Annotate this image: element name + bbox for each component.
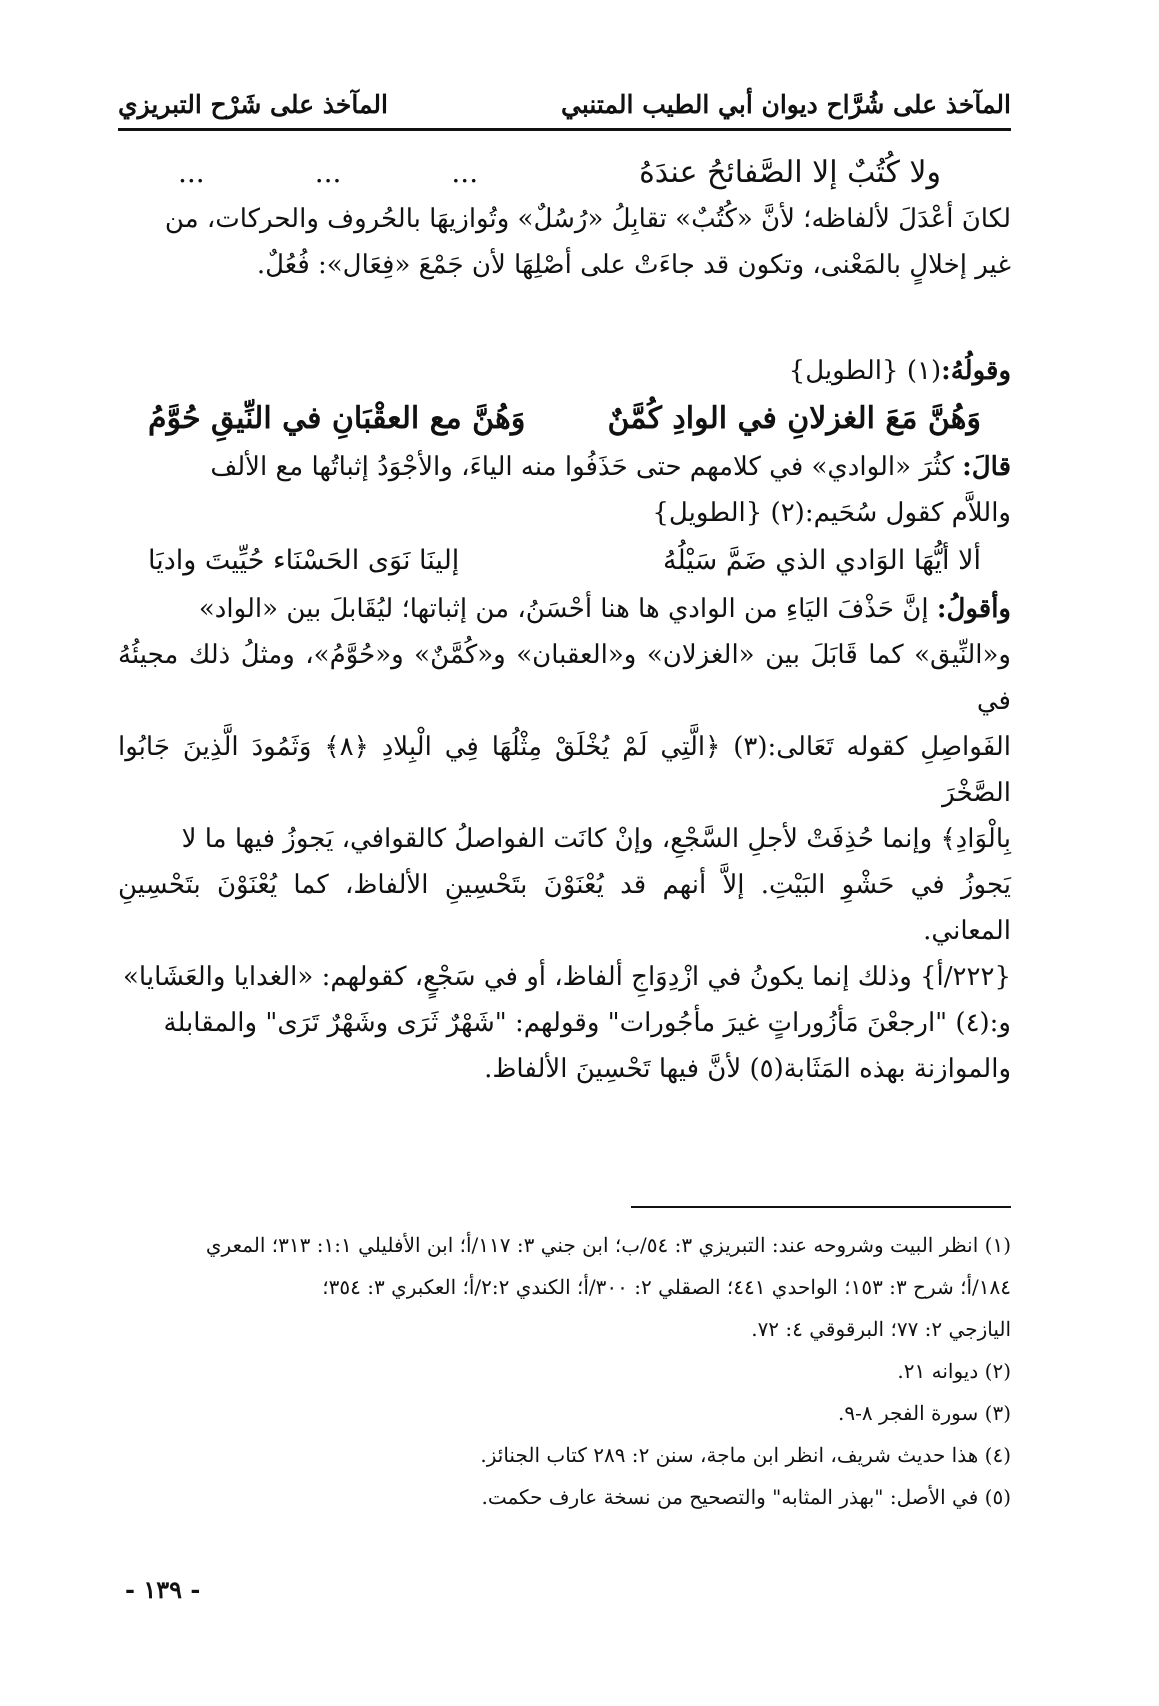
aqulu-line-4: بِالْوَادِ﴾ وإنما حُذِفَتْ لأجلِ السَّجْعِ، وإنْ كانَت الفواصلُ كالقوافي، يَجوزُ فيها ما لا xyxy=(181,824,1011,854)
aqulu-text-1: إنَّ حَذْفَ اليَاءِ من الوادي ها هنا أحْسَنُ، من إثباتها؛ ليُقَابلَ بين «الواد» xyxy=(198,594,929,624)
footnote-5: (٥) في الأصل: "بهذر المثابه" والتصحيح من نسخة عارف حكمت. xyxy=(481,1485,1011,1509)
aqulu-line-2: و«النِّيق» كما قَابَلَ بين «الغزلان» و«العقبان» و«كُمَّنٌ» و«حُوَّمُ»، ومثلُ ذلك مجيئُهُ في xyxy=(118,640,1011,716)
aqulu-line-6: {٢٢٢/أ} وذلك إنما يكونُ في ازْدِوَاجِ ألفاظ، أو في سَجْعٍ، كقولهم: «الغدايا والعَشَايا» xyxy=(123,962,1011,992)
running-header xyxy=(118,82,1011,126)
qala-line-2: واللاَّم كقول سُحَيم:(٢) {الطويل} xyxy=(652,498,1011,528)
aqulu-line-5: يَجوزُ في حَشْوِ البَيْتِ. إلاَّ أنهم قد يُعْنَوْنَ بتَحْسِينِ الألفاظ، كما يُعْنَوْنَ بتَحْسِينِ المعاني. xyxy=(118,870,1011,946)
verse-3-first-hemistich: ألا أيُّهَا الوَادي الذي ضَمَّ سَيْلُهُ xyxy=(663,545,981,576)
header-book-title: المآخذ على شُرَّاح ديوان أبي الطيب المتنبي xyxy=(561,89,1011,119)
page-number: - ١٣٩ - xyxy=(125,1575,201,1604)
ellipsis-3: ... xyxy=(451,156,479,189)
footnote-ref-1: (١) xyxy=(906,356,942,386)
footnote-3: (٣) سورة الفجر ٨-٩. xyxy=(837,1401,1011,1425)
footnote-1-line-2: ١٨٤/أ؛ شرح ٣: ١٥٣؛ الواحدي ٤٤١؛ الصقلي ٢: ٣٠٠/أ؛ الكندي ٢:٢/أ؛ العكبري ٣: ٣٥٤؛ xyxy=(322,1275,1011,1299)
para-1-line-2: غير إخلالٍ بالمَعْنى، وتكون قد جاءَتْ على أصْلِهَا لأن جَمْعَ «فِعَال»: فُعُلٌ. xyxy=(256,250,1011,280)
meter-label: {الطويل} xyxy=(788,356,899,386)
verse-1-ellipsis xyxy=(118,150,478,196)
main-text xyxy=(118,150,1011,1092)
aqulu-label: وأقولُ: xyxy=(936,594,1011,624)
verse-3 xyxy=(118,536,1011,586)
verse-1-first-hemistich: ولا كُتُبٌ إلا الصَّفائحُ عندَهُ xyxy=(639,155,941,190)
footnote-2: (٢) ديوانه ٢١. xyxy=(897,1359,1011,1383)
footnote-4: (٤) هذا حديث شريف، انظر ابن ماجة، سنن ٢: ٢٨٩ كتاب الجنائز. xyxy=(480,1443,1011,1467)
qala-label: قالَ: xyxy=(962,452,1011,482)
footnote-1-line-1: (١) انظر البيت وشروحه عند: التبريزي ٣: ٥٤/ب؛ ابن جني ٣: ١١٧/أ؛ ابن الأفليلي ١:١: ٣١٣؛ المعري xyxy=(205,1233,1011,1257)
qala-line-1 xyxy=(118,444,1011,490)
qala-text-1: كثُرَ «الوادي» في كلامهم حتى حَذَفُوا منه الياءَ، والأجْوَدُ إثباتُها مع الألف xyxy=(210,452,954,482)
header-rule xyxy=(118,128,1011,131)
footnote-rule xyxy=(631,1206,1011,1208)
aqulu-line-3: الفَواصِلِ كقوله تَعَالى:(٣) ﴿الَّتِي لَمْ يُخْلَقْ مِثْلُهَا فِي الْبِلادِ ﴿٨﴾ وَثَمُودَ الَّذِينَ جَابُوا الصَّخْرَ xyxy=(118,732,1011,808)
verse-1 xyxy=(118,150,1011,196)
footnote-1-line-3: اليازجي ٢: ٧٧؛ البرقوقي ٤: ٧٢. xyxy=(751,1317,1011,1341)
ellipsis-2: ... xyxy=(314,156,342,189)
qawluhu-label: وقولُهُ: xyxy=(941,356,1011,386)
aqulu-line-1 xyxy=(118,586,1011,632)
footnotes xyxy=(118,1224,1011,1518)
verse-2 xyxy=(118,394,1011,444)
ellipsis-1: ... xyxy=(178,156,205,189)
verse-2-first-hemistich: وَهُنَّ مَعَ الغزلانِ في الوادِ كُمَّنٌ xyxy=(607,401,981,436)
verse-2-second-hemistich: وَهُنَّ مع العقْبَانِ في النِّيقِ حُوَّمُ xyxy=(148,401,526,436)
header-section-title: المآخذ على شَرْح التبريزي xyxy=(118,89,388,119)
verse-3-second-hemistich: إلينَا نَوَى الحَسْنَاء حُيِّيتَ واديَا xyxy=(148,545,460,576)
qawluhu-line xyxy=(118,348,1011,394)
aqulu-line-8: والموازنة بهذه المَثَابة(٥) لأنَّ فيها تَحْسِينَ الألفاظ. xyxy=(484,1054,1011,1084)
aqulu-line-7: و:(٤) "ارجعْنَ مَأزُوراتٍ غيرَ مأجُورات" وقولهم: "شَهْرٌ ثَرَى وشَهْرٌ تَرَى" والمقابلة xyxy=(163,1008,1011,1038)
para-1-line-1: لكانَ أعْدَلَ لألفاظه؛ لأنَّ «كُتُبٌ» تقابِلُ «رُسُلٌ» وتُوازيهَا بالحُروف والحركات، من xyxy=(164,204,1011,234)
